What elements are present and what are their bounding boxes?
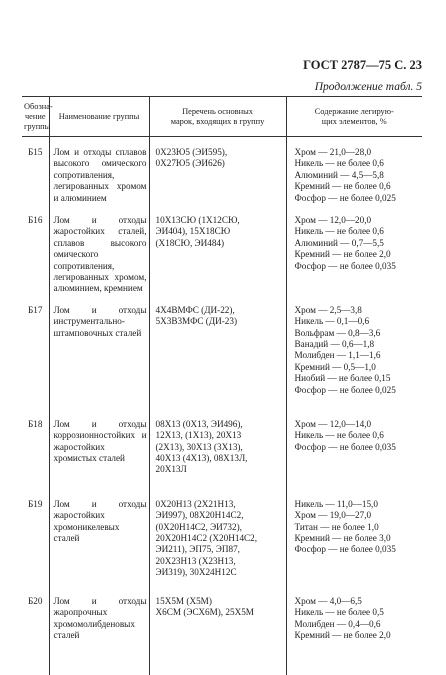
grade-line: 5Х3В3МФС (ДИ-23): [155, 316, 238, 327]
alloying-line: Фосфор — не более 0,035: [294, 544, 396, 555]
group-code: Б19: [28, 498, 43, 509]
alloying-line: Никель — 11,0—15,0: [294, 498, 378, 509]
alloying-line: Фосфор — не более 0,035: [294, 441, 396, 452]
alloying-line: Хром — 21,0—28,0: [294, 147, 372, 157]
grade-list: [149, 409, 286, 489]
table-row: [22, 137, 422, 206]
grade-line: 0Х23Ю5 (ЭИ595),: [155, 147, 228, 157]
group-name: Лом и отходы жаропрочных хромомолибденовых сталей: [49, 586, 149, 675]
table-row: [22, 489, 422, 586]
group-code: Б16: [28, 215, 43, 225]
grade-line: 10Х13СЮ (1Х12СЮ,: [155, 215, 240, 225]
alloying-line: Кремний — не более 0,6: [294, 181, 391, 192]
table-row: [22, 409, 422, 489]
table-header-row: [22, 97, 422, 137]
alloying-content: [286, 489, 422, 586]
alloying-line: Вольфрам — 0,8—3,6: [294, 327, 381, 338]
grade-list: [149, 295, 286, 409]
alloying-line: Никель — не более 0,6: [294, 226, 384, 237]
alloying-line: Молибден — 0,4—0,6: [294, 618, 381, 629]
alloying-line: Кремний — не более 2,0: [294, 249, 391, 260]
alloying-line: Хром — 2,5—3,8: [294, 304, 362, 315]
alloying-line: Титан — не более 1,0: [294, 521, 379, 532]
alloying-line: Ниобий — не более 0,15: [294, 373, 391, 384]
alloying-line: Хром — 4,0—6,5: [294, 595, 362, 606]
grade-line: 0Х20Н13 (2Х21Н13,: [155, 498, 236, 509]
grade-line: 40Х13 (4Х13), 08Х13Л,: [155, 453, 248, 464]
group-code: Б18: [28, 418, 43, 429]
group-name: Лом и отходы жаростойких хромоникелевых сталей: [49, 489, 149, 586]
alloying-line: Алюминий — 0,7—5,5: [294, 237, 384, 248]
grade-line: (0Х20Н14С2, ЭИ732),: [155, 521, 242, 532]
alloying-line: Кремний — не более 2,0: [294, 630, 391, 641]
grade-line: 4Х4ВМФС (ДИ-22),: [155, 304, 235, 315]
group-name: Лом и отходы сплавов высокого омического сопротивления, легированных хромом и алюминием: [49, 137, 149, 206]
grade-list: [149, 205, 286, 295]
alloying-line: Фосфор — не более 0,035: [294, 260, 396, 271]
alloying-line: Никель — 0,1—0,6: [294, 316, 370, 327]
alloying-line: Никель — не более 0,6: [294, 430, 384, 441]
alloying-line: Фосфор — не более 0,025: [294, 384, 396, 395]
group-code: Б20: [28, 595, 43, 606]
alloying-content: [286, 295, 422, 409]
alloying-line: Никель — не более 0,6: [294, 158, 384, 169]
alloying-content: [286, 586, 422, 675]
alloying-line: Хром — 19,0—27,0: [294, 510, 372, 521]
column-header-name: Наименование группы: [49, 97, 149, 137]
alloying-line: Алюминий — 4,5—5,8: [294, 169, 384, 180]
alloying-line: Фосфор — не более 0,025: [294, 192, 396, 203]
group-code: Б17: [28, 304, 43, 315]
column-header-code: Обозна- чение группы: [22, 97, 49, 137]
grade-line: ЭИ319), 30Х24Н12С: [155, 567, 237, 578]
page-header: ГОСТ 2787—75 С. 23: [303, 58, 422, 72]
grade-line: ЭИ997), 08Х20Н14С2,: [155, 510, 244, 521]
table-row: [22, 205, 422, 295]
alloying-line: Никель — не более 0,5: [294, 607, 384, 618]
alloying-content: [286, 137, 422, 206]
alloying-line: Хром — 12,0—14,0: [294, 418, 372, 429]
grade-line: 15Х5М (Х5М): [155, 595, 212, 606]
table-row: [22, 586, 422, 675]
grade-list: [149, 586, 286, 675]
alloying-line: Хром — 12,0—20,0: [294, 215, 372, 225]
alloy-groups-table: [22, 96, 422, 675]
alloying-content: [286, 205, 422, 295]
table-continuation-note: Продолжение табл. 5: [314, 81, 422, 93]
column-header-grades: Перечень основных марок, входящих в группу: [149, 97, 286, 137]
alloying-line: Ванадий — 0,6—1,8: [294, 339, 375, 350]
group-name: Лом и отходы коррозионностойких и жаростойких хромистых сталей: [49, 409, 149, 489]
grade-line: Х6СМ (ЭСХ6М), 25Х5М: [155, 607, 254, 618]
grade-line: 20Х20Н14С2 (Х20Н14С2,: [155, 533, 258, 544]
grade-list: [149, 489, 286, 586]
grade-line: 0Х27Ю5 (ЭИ626): [155, 158, 225, 169]
column-header-alloying: Содержание легирую- щих элементов, %: [286, 97, 422, 137]
grade-line: ЭИ211), ЭП75, ЭП87,: [155, 544, 240, 555]
alloying-line: Кремний — 0,5—1,0: [294, 361, 376, 372]
grade-line: (Х18СЮ, ЭИ484): [155, 237, 225, 248]
grade-list: [149, 137, 286, 206]
grade-line: 20Х13Л: [155, 464, 187, 475]
alloying-content: [286, 409, 422, 489]
group-name: Лом и отходы жаростойких сталей, сплавов высокого омического сопротивления, легированных хромом, алюминием, кремнием: [49, 205, 149, 295]
grade-line: ЭИ404), 15Х18СЮ: [155, 226, 231, 237]
table-row: [22, 295, 422, 409]
grade-line: 08Х13 (0Х13, ЭИ496),: [155, 418, 243, 429]
alloying-line: Молибден — 1,1—1,6: [294, 350, 381, 361]
grade-line: 20Х23Н13 (Х23Н13,: [155, 555, 236, 566]
grade-line: (2Х13), 30Х13 (3Х13),: [155, 441, 243, 452]
group-code: Б15: [28, 147, 43, 157]
group-name: Лом и отходы инструментально-штамповочных сталей: [49, 295, 149, 409]
alloying-line: Кремний — не более 3,0: [294, 533, 391, 544]
grade-line: 12Х13, (1Х13), 20Х13: [155, 430, 242, 441]
